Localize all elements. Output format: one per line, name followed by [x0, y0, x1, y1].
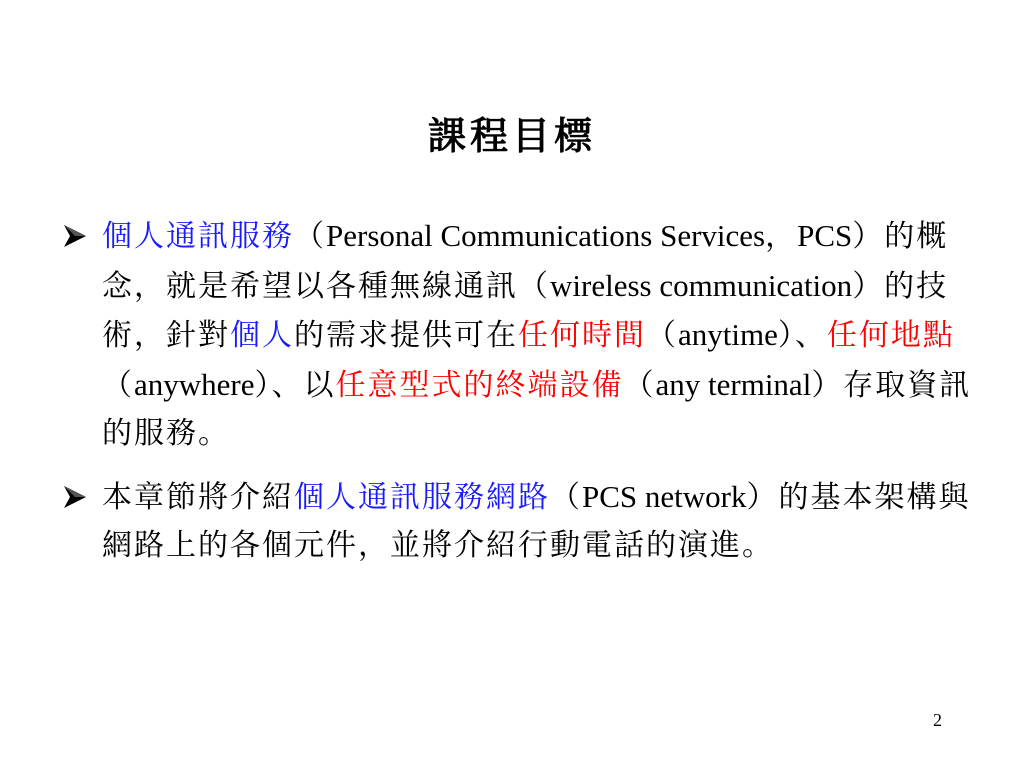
text-fragment: any terminal [655, 366, 812, 402]
text-fragment: 的需求提供可在 [294, 318, 518, 353]
text-fragment: ）的基本架構與網路上的各個元件，並將介紹行動電話的演進。 [102, 479, 971, 563]
text-fragment: （ [102, 367, 134, 403]
highlight-pcs-network: 個人通訊服務網路 [294, 479, 550, 515]
text-fragment: ）存取資訊的服務。 [102, 367, 972, 451]
text-fragment: （ [294, 219, 326, 254]
text-fragment: （ [623, 367, 656, 403]
slide-title: 課程目標 [427, 113, 596, 158]
page-number: 2 [933, 710, 942, 730]
arrow-bullet-icon [62, 212, 96, 261]
text-fragment: Personal Communications Services [326, 218, 766, 253]
text-fragment: （ [518, 268, 550, 304]
highlight-any-terminal: 任意型式的終端設備 [335, 367, 624, 403]
text-fragment: ）、 [777, 318, 827, 353]
text-fragment: wireless communication [550, 267, 853, 303]
arrow-bullet-icon [62, 473, 96, 522]
text-fragment: （ [550, 479, 582, 515]
highlight-personal: 個人 [230, 318, 294, 353]
text-fragment: 本章節將介紹 [102, 479, 294, 515]
text-fragment: PCS network [582, 478, 747, 514]
text-fragment: anywhere [134, 366, 255, 402]
highlight-anywhere: 任何地點 [826, 318, 955, 353]
text-fragment: ， [765, 219, 798, 254]
bullet-item-pcs-network [60, 473, 985, 571]
highlight-pcs: 個人通訊服務 [102, 219, 294, 254]
text-fragment: ）、以 [254, 367, 336, 403]
text-fragment: ）的技術，針對 [102, 268, 949, 353]
bullet-list [60, 212, 985, 585]
bullet-item-pcs-concept [60, 212, 985, 459]
highlight-anytime: 任何時間 [518, 318, 646, 353]
text-fragment: PCS [797, 218, 853, 253]
text-fragment: anytime [678, 317, 778, 352]
text-fragment: ）的概念，就是希望以各種無線通訊 [102, 219, 949, 304]
text-fragment: （ [646, 318, 678, 353]
